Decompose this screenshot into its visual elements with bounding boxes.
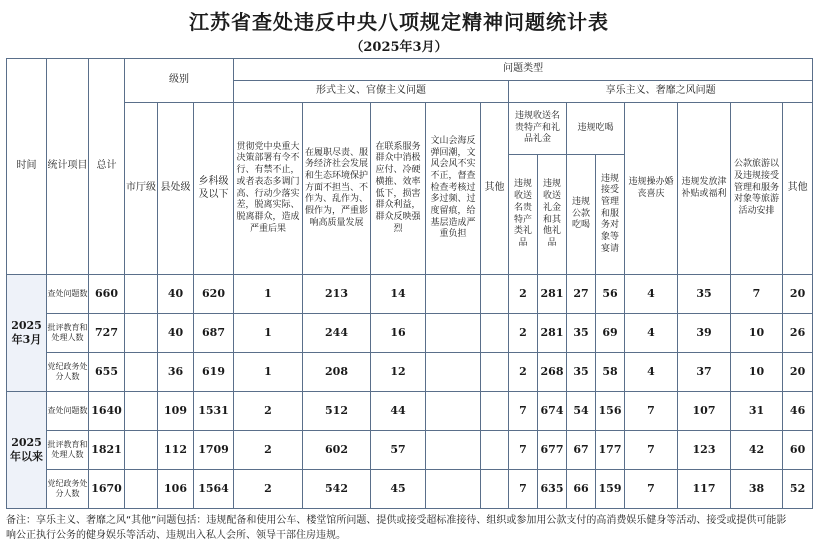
cell-f4 [426,314,481,353]
cell-city [125,392,158,431]
cell-city [125,314,158,353]
cell-gift1: 7 [509,431,538,470]
cell-h-other: 20 [783,275,813,314]
cell-f4 [426,431,481,470]
cell-f1: 1 [234,314,303,353]
row-item: 查处问题数 [47,275,89,314]
cell-county: 40 [158,314,194,353]
cell-township: 619 [194,353,234,392]
cell-wedding: 4 [625,353,678,392]
cell-eat1: 67 [567,431,596,470]
cell-eat1: 35 [567,314,596,353]
page-subtitle: （2025年3月） [350,40,448,55]
cell-city [125,470,158,509]
cell-travel: 42 [731,431,783,470]
cell-h-other: 26 [783,314,813,353]
cell-eat2: 56 [596,275,625,314]
cell-f-other [481,431,509,470]
header-wedding: 违规操办婚丧喜庆 [625,103,678,275]
header-gift-2: 违规收送礼金和其他礼品 [538,155,567,275]
cell-eat2: 156 [596,392,625,431]
row-time-month: 2025年3月 [7,275,47,392]
row-item: 查处问题数 [47,392,89,431]
cell-f3: 45 [371,470,426,509]
header-time: 时间 [7,59,47,275]
header-travel: 公款旅游以及违规接受管理和服务对象等旅游活动安排 [731,103,783,275]
cell-gift1: 7 [509,470,538,509]
cell-h-other: 52 [783,470,813,509]
statistics-table [6,58,813,509]
header-formalism-2: 在履职尽责、服务经济社会发展和生态环境保护方面不担当、不作为、乱作为、假作为，严重影响高质量发展 [303,103,371,275]
cell-county: 109 [158,392,194,431]
header-item: 统计项目 [47,59,89,275]
cell-county: 40 [158,275,194,314]
cell-travel: 7 [731,275,783,314]
cell-allowance: 107 [678,392,731,431]
cell-f4 [426,470,481,509]
cell-township: 620 [194,275,234,314]
cell-f1: 2 [234,470,303,509]
cell-f2: 244 [303,314,371,353]
cell-f2: 542 [303,470,371,509]
row-item: 党纪政务处分人数 [47,470,89,509]
cell-allowance: 37 [678,353,731,392]
cell-eat2: 159 [596,470,625,509]
cell-total: 1670 [89,470,125,509]
cell-f3: 14 [371,275,426,314]
cell-gift2: 677 [538,431,567,470]
cell-travel: 38 [731,470,783,509]
header-hedonism-other: 其他 [783,103,813,275]
cell-f3: 16 [371,314,426,353]
cell-total: 655 [89,353,125,392]
footnote: 备注：享乐主义、奢靡之风“其他”问题包括：违规配备和使用公车、楼堂馆所问题、提供或接受超标准接待、组织或参加用公款支付的高消费娱乐健身等活动、接受或提供可能影响公正执行公务的健身娱乐等活动、违规出入私人会所、领导干部住房违规。 [6,515,787,541]
header-formalism-4: 文山会海反弹回潮，文风会风不实不正，督查检查考核过多过频、过度留痕，给基层造成严重负担 [426,103,481,275]
header-gift-1: 违规收送名贵特产类礼品 [509,155,538,275]
cell-eat2: 177 [596,431,625,470]
row-item: 批评教育和处理人数 [47,431,89,470]
header-eat-group: 违规吃喝 [567,103,625,155]
cell-township: 1564 [194,470,234,509]
cell-city [125,431,158,470]
cell-travel: 31 [731,392,783,431]
cell-f4 [426,275,481,314]
header-formalism-other: 其他 [481,103,509,275]
header-level-township: 乡科级及以下 [194,103,234,275]
cell-gift2: 674 [538,392,567,431]
header-gift-group: 违规收送名贵特产和礼品礼金 [509,103,567,155]
cell-gift2: 281 [538,314,567,353]
header-allowance: 违规发放津补贴或福利 [678,103,731,275]
cell-f3: 12 [371,353,426,392]
cell-allowance: 123 [678,431,731,470]
cell-eat2: 58 [596,353,625,392]
cell-wedding: 4 [625,314,678,353]
cell-f2: 512 [303,392,371,431]
cell-city [125,275,158,314]
cell-f1: 2 [234,392,303,431]
cell-eat2: 69 [596,314,625,353]
cell-county: 112 [158,431,194,470]
cell-f4 [426,392,481,431]
cell-f-other [481,470,509,509]
cell-city [125,353,158,392]
row-item: 批评教育和处理人数 [47,314,89,353]
cell-total: 1640 [89,392,125,431]
header-total: 总计 [89,59,125,275]
cell-travel: 10 [731,314,783,353]
cell-f2: 602 [303,431,371,470]
cell-f1: 2 [234,431,303,470]
cell-total: 727 [89,314,125,353]
page-title: 江苏省查处违反中央八项规定精神问题统计表 [189,10,609,34]
cell-gift2: 635 [538,470,567,509]
cell-f-other [481,275,509,314]
cell-allowance: 35 [678,275,731,314]
header-formalism-3: 在联系服务群众中消极应付、冷硬横推、效率低下，损害群众利益，群众反映强烈 [371,103,426,275]
cell-f3: 57 [371,431,426,470]
cell-total: 1821 [89,431,125,470]
cell-eat1: 35 [567,353,596,392]
cell-township: 1531 [194,392,234,431]
cell-wedding: 7 [625,392,678,431]
cell-gift2: 268 [538,353,567,392]
cell-h-other: 20 [783,353,813,392]
cell-wedding: 7 [625,431,678,470]
cell-f-other [481,392,509,431]
cell-f3: 44 [371,392,426,431]
header-problem-type: 问题类型 [234,59,813,81]
cell-gift1: 7 [509,392,538,431]
header-eat-1: 违规公款吃喝 [567,155,596,275]
cell-f4 [426,353,481,392]
cell-gift1: 2 [509,275,538,314]
cell-f-other [481,353,509,392]
cell-gift1: 2 [509,314,538,353]
row-time-ytd: 2025年以来 [7,392,47,509]
cell-f2: 213 [303,275,371,314]
cell-eat1: 54 [567,392,596,431]
cell-wedding: 4 [625,275,678,314]
cell-eat1: 27 [567,275,596,314]
cell-f1: 1 [234,353,303,392]
row-item: 党纪政务处分人数 [47,353,89,392]
header-hedonism: 享乐主义、奢靡之风问题 [509,81,813,103]
header-level-city: 市厅级 [125,103,158,275]
cell-wedding: 7 [625,470,678,509]
cell-h-other: 60 [783,431,813,470]
cell-allowance: 117 [678,470,731,509]
cell-township: 687 [194,314,234,353]
header-level: 级别 [125,59,234,103]
header-formalism-1: 贯彻党中央重大决策部署有令不行、有禁不止，或者表态多调门高、行动少落实差，脱离实际、脱离群众，造成严重后果 [234,103,303,275]
cell-gift2: 281 [538,275,567,314]
cell-county: 106 [158,470,194,509]
cell-county: 36 [158,353,194,392]
header-eat-2: 违规接受管理和服务对象等宴请 [596,155,625,275]
header-formalism: 形式主义、官僚主义问题 [234,81,509,103]
cell-eat1: 66 [567,470,596,509]
cell-f1: 1 [234,275,303,314]
cell-h-other: 46 [783,392,813,431]
cell-total: 660 [89,275,125,314]
cell-allowance: 39 [678,314,731,353]
header-level-county: 县处级 [158,103,194,275]
cell-travel: 10 [731,353,783,392]
cell-township: 1709 [194,431,234,470]
cell-gift1: 2 [509,353,538,392]
cell-f2: 208 [303,353,371,392]
cell-f-other [481,314,509,353]
